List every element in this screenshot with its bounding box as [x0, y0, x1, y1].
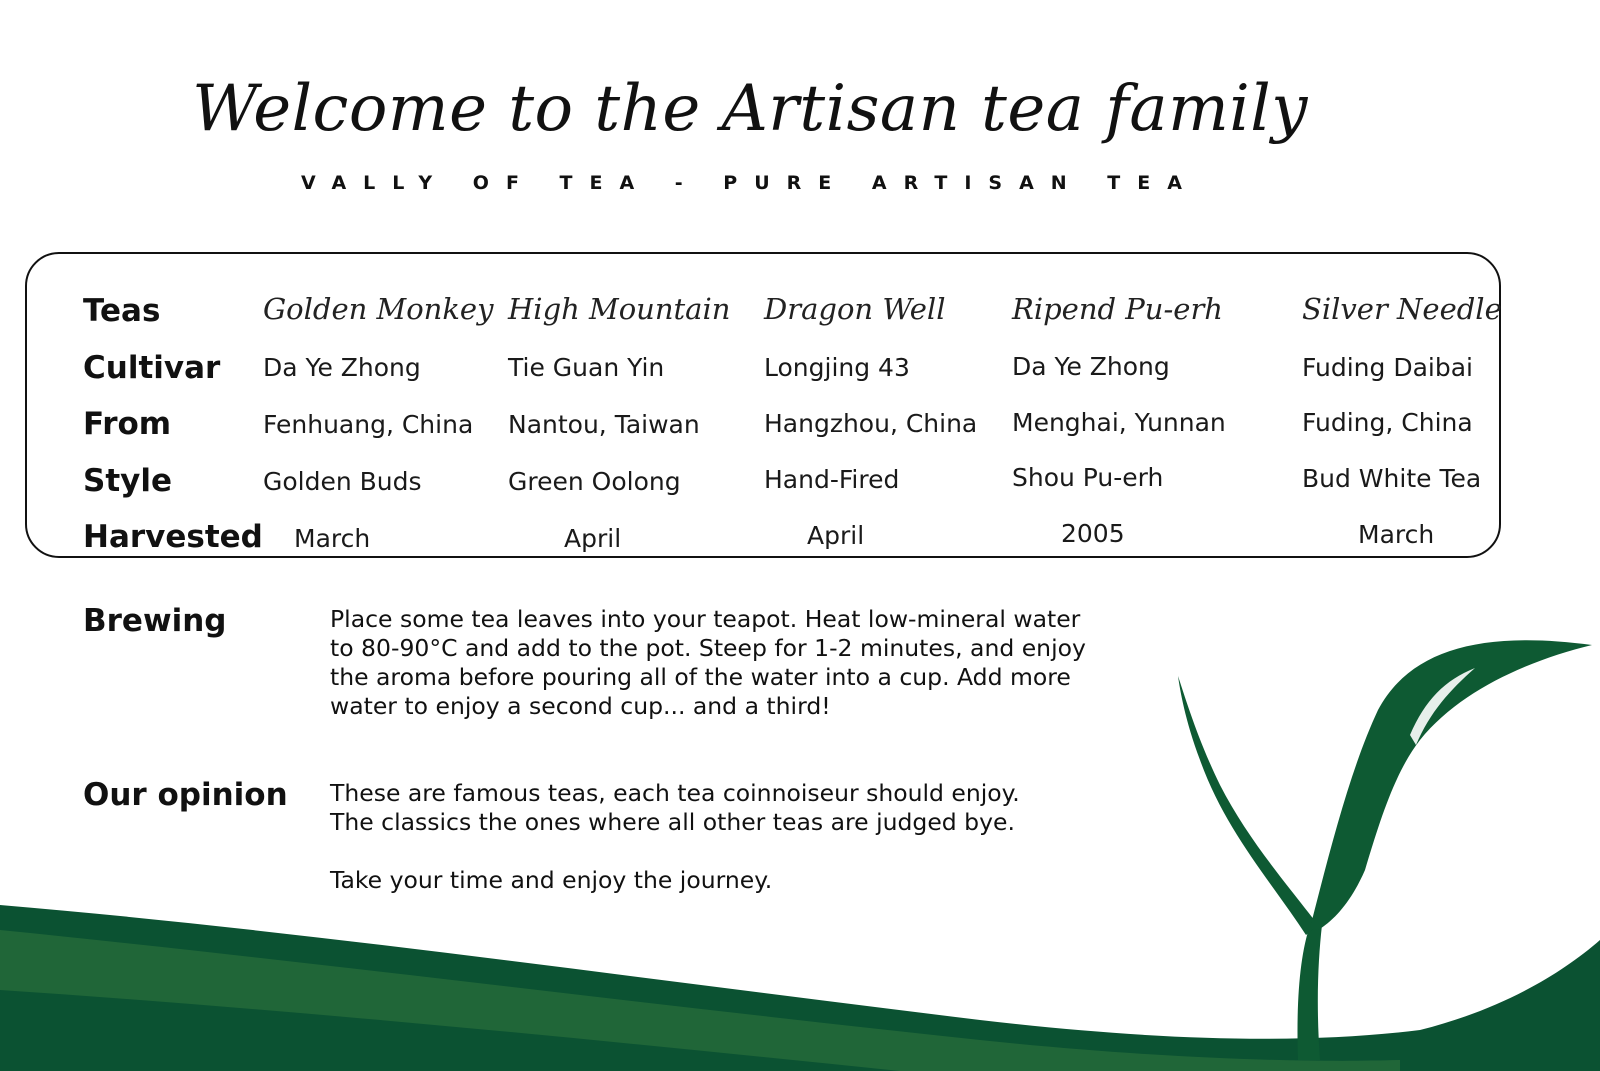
row-label-style: Style: [83, 463, 173, 499]
row-label-harvested: Harvested: [83, 519, 263, 555]
tea-cultivar: Fuding Daibai: [1302, 353, 1473, 382]
tea-origin: Fuding, China: [1302, 408, 1473, 437]
row-label-teas: Teas: [83, 293, 161, 329]
tea-name: Golden Monkey: [263, 292, 494, 326]
green-hill-base-icon: [0, 990, 900, 1071]
tea-style: Hand-Fired: [764, 465, 900, 494]
tea-name: High Mountain: [508, 292, 731, 326]
tea-name: Ripend Pu-erh: [1012, 292, 1223, 326]
tea-origin: Fenhuang, China: [263, 410, 474, 439]
tea-cultivar: Da Ye Zhong: [263, 353, 421, 382]
opinion-closing: Take your time and enjoy the journey.: [330, 866, 773, 894]
tea-harvested: April: [807, 521, 865, 550]
opinion-label: Our opinion: [83, 777, 288, 813]
tea-name: Dragon Well: [764, 292, 946, 326]
tea-style: Bud White Tea: [1302, 464, 1482, 493]
green-hill-band-icon: [0, 930, 1400, 1071]
tea-name: Silver Needle: [1302, 292, 1502, 326]
brewing-instructions: [330, 605, 1150, 721]
green-hill-wave-icon: [0, 905, 1600, 1071]
tea-harvested: 2005: [1061, 519, 1125, 548]
tea-harvested: March: [294, 524, 371, 553]
opinion-text-block: [330, 779, 1150, 895]
tea-cultivar: Longjing 43: [764, 353, 910, 382]
brewing-text: Place some tea leaves into your teapot. Heat low-mineral water to 80-90°C and add to the pot. Steep for 1-2 minutes, and enjoy the aroma before pouring all of the water into a cup. Add more water to enjoy a second cup... and a third!: [330, 605, 1086, 720]
row-label-cultivar: Cultivar: [83, 350, 221, 386]
tea-origin: Menghai, Yunnan: [1012, 408, 1226, 437]
tea-cultivar: Da Ye Zhong: [1012, 352, 1170, 381]
tea-harvested: April: [564, 524, 622, 553]
tea-table-box: [25, 252, 1501, 558]
tea-origin: Nantou, Taiwan: [508, 410, 700, 439]
page-title: Welcome to the Artisan tea family: [192, 72, 1308, 146]
brewing-label: Brewing: [83, 603, 227, 639]
tea-style: Shou Pu-erh: [1012, 463, 1164, 492]
opinion-text: These are famous teas, each tea coinnoiseur should enjoy. The classics the ones where all other teas are judged bye.: [330, 779, 1020, 836]
tea-cultivar: Tie Guan Yin: [508, 353, 665, 382]
page-subtitle: VALLY OF TEA - PURE ARTISAN TEA: [301, 172, 1199, 194]
tea-origin: Hangzhou, China: [764, 409, 978, 438]
tea-harvested: March: [1358, 520, 1435, 549]
tea-leaf-sprout-icon: [1178, 640, 1592, 1060]
tea-style: Golden Buds: [263, 467, 422, 496]
tea-style: Green Oolong: [508, 467, 681, 496]
row-label-from: From: [83, 406, 172, 442]
